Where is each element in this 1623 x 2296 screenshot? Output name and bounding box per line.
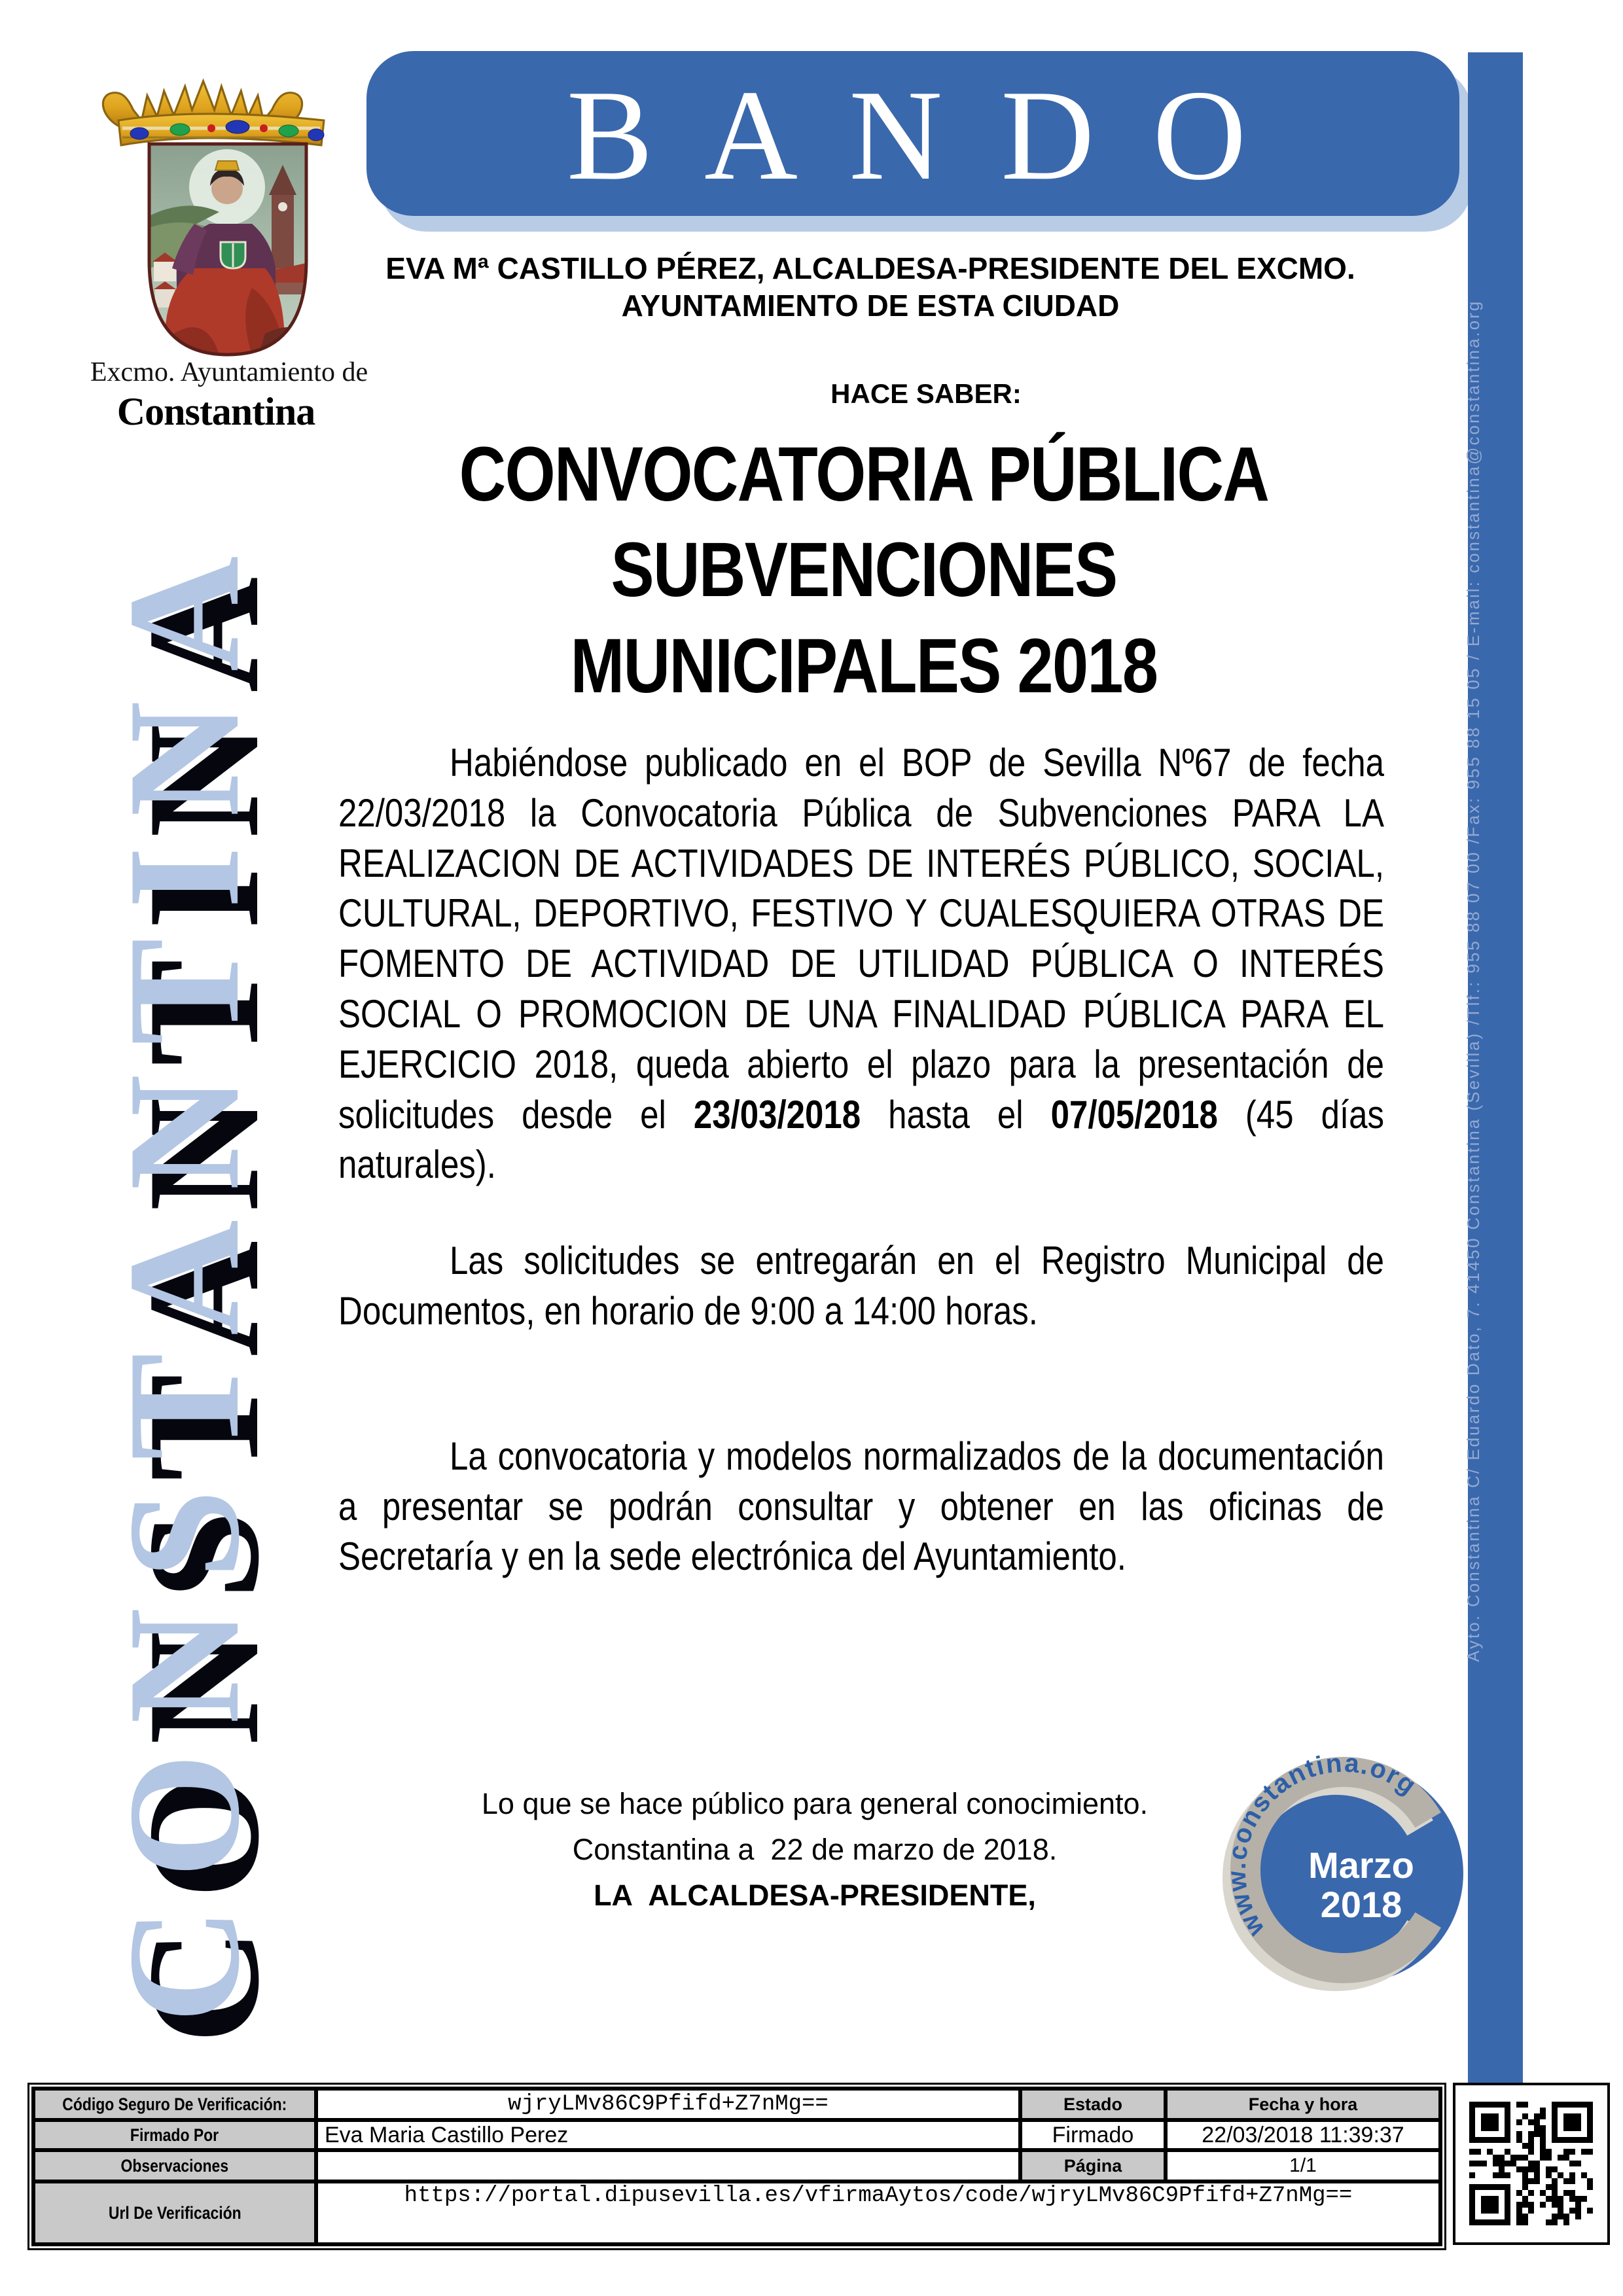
csv-value: wjryLMv86C9Pfifd+Z7nMg==: [316, 2089, 1020, 2120]
org-name: Constantina: [116, 390, 315, 433]
header-text: [340, 250, 1400, 325]
url-value: https://portal.dipusevilla.es/vfirmaAytos/code/wjryLMv86C9Pfifd+Z7nMg==: [316, 2181, 1440, 2244]
closing-line1: Lo que se hace público para general conocimiento.: [481, 1787, 1149, 1820]
url-label: Url De Verificación: [33, 2181, 316, 2244]
estado-header: Estado: [1020, 2089, 1166, 2120]
paragraph-3: La convocatoria y modelos normalizados de la documentación a presentar se podrán consultar y obtener en las oficinas de Secretaría y en la sede electrónica del Ayuntamiento.: [338, 1434, 1384, 1579]
paragraph-1: Habiéndose publicado en el BOP de Sevilla Nº67 de fecha 22/03/2018 la Convocatoria Pública de Subvenciones PARA LA REALIZACION DE ACTIVIDADES DE INTERÉS PÚBLICO, SOCIAL, CULTURAL, DEPORTIVO, FESTIVO Y CUALESQUIERA OTRAS DE FOMENTO DE ACTIVIDAD DE UTILIDAD PÚBLICA O INTERÉS SOCIAL O PROMOCION DE UNA FINALIDAD PÚBLICA PARA EL EJERCICIO 2018, queda abierto el plazo para la presentación de solicitudes desde el 23/03/2018 hasta el 07/05/2018 (45 días naturales).: [338, 741, 1384, 1187]
fecha-header: Fecha y hora: [1166, 2089, 1440, 2120]
bando-title: B A N D O: [566, 63, 1260, 207]
table-row: [33, 2150, 1440, 2181]
municipal-coat-of-arms: [56, 52, 330, 366]
coat-of-arms-icon: [56, 52, 330, 366]
csv-label: Código Seguro De Verificación:: [33, 2089, 316, 2120]
estado-value: Firmado: [1020, 2120, 1166, 2150]
badge-url-text: www.constantina.org: [1222, 1748, 1423, 1942]
qr-code: [1469, 2102, 1594, 2226]
website-badge: [1222, 1739, 1484, 2004]
firmado-por-value: Eva Maria Castillo Perez: [316, 2120, 1020, 2150]
sidebar-contact-text: Ayto. Constantina C/ Eduardo Dato, 7. 41450 Constantina (Sevilla) /Tlf.: 955 88 07 00 /Fax: 955 88 15 05 / E-mail: constantina@constantina.org: [1463, 299, 1483, 1662]
document-title-line2: SUBVENCIONES: [611, 527, 1117, 614]
table-row: [33, 2089, 1440, 2120]
header-line2: AYUNTAMIENTO DE ESTA CIUDAD: [621, 289, 1120, 323]
firmado-por-label: Firmado Por: [33, 2120, 316, 2150]
document-title: [419, 427, 1310, 714]
fecha-value: 22/03/2018 11:39:37: [1166, 2120, 1440, 2150]
verification-table: [27, 2083, 1446, 2250]
document-title-line3: MUNICIPALES 2018: [570, 622, 1158, 709]
pagina-label: Página: [1020, 2150, 1166, 2181]
closing-block: [236, 1781, 1394, 1918]
badge-year: 2018: [1320, 1884, 1402, 1925]
badge-month: Marzo: [1308, 1845, 1414, 1886]
table-row: [33, 2181, 1440, 2244]
pagina-value: 1/1: [1166, 2150, 1440, 2181]
document-title-line1: CONVOCATORIA PÚBLICA: [459, 431, 1269, 518]
observaciones-label: Observaciones: [33, 2150, 316, 2181]
constantina-watermark: CONSTANTINA: [95, 526, 272, 2023]
header-line1: EVA Mª CASTILLO PÉREZ, ALCALDESA-PRESIDENTE DEL EXCMO.: [385, 251, 1355, 285]
paragraph-2: Las solicitudes se entregarán en el Registro Municipal de Documentos, en horario de 9:00 a 14:00 horas.: [338, 1239, 1384, 1333]
signature-title: LA ALCALDESA-PRESIDENTE,: [594, 1878, 1036, 1912]
org-name-prefix: Excmo. Ayuntamiento de: [90, 357, 368, 387]
bando-banner: [366, 51, 1459, 216]
verification-footer: [27, 2083, 1610, 2250]
observaciones-value: [316, 2150, 1020, 2181]
hace-saber-label: HACE SABER:: [830, 378, 1022, 409]
table-row: [33, 2120, 1440, 2150]
qr-frame: [1453, 2083, 1610, 2245]
body-text: [338, 738, 1384, 1628]
closing-line2: Constantina a 22 de marzo de 2018.: [572, 1832, 1058, 1866]
